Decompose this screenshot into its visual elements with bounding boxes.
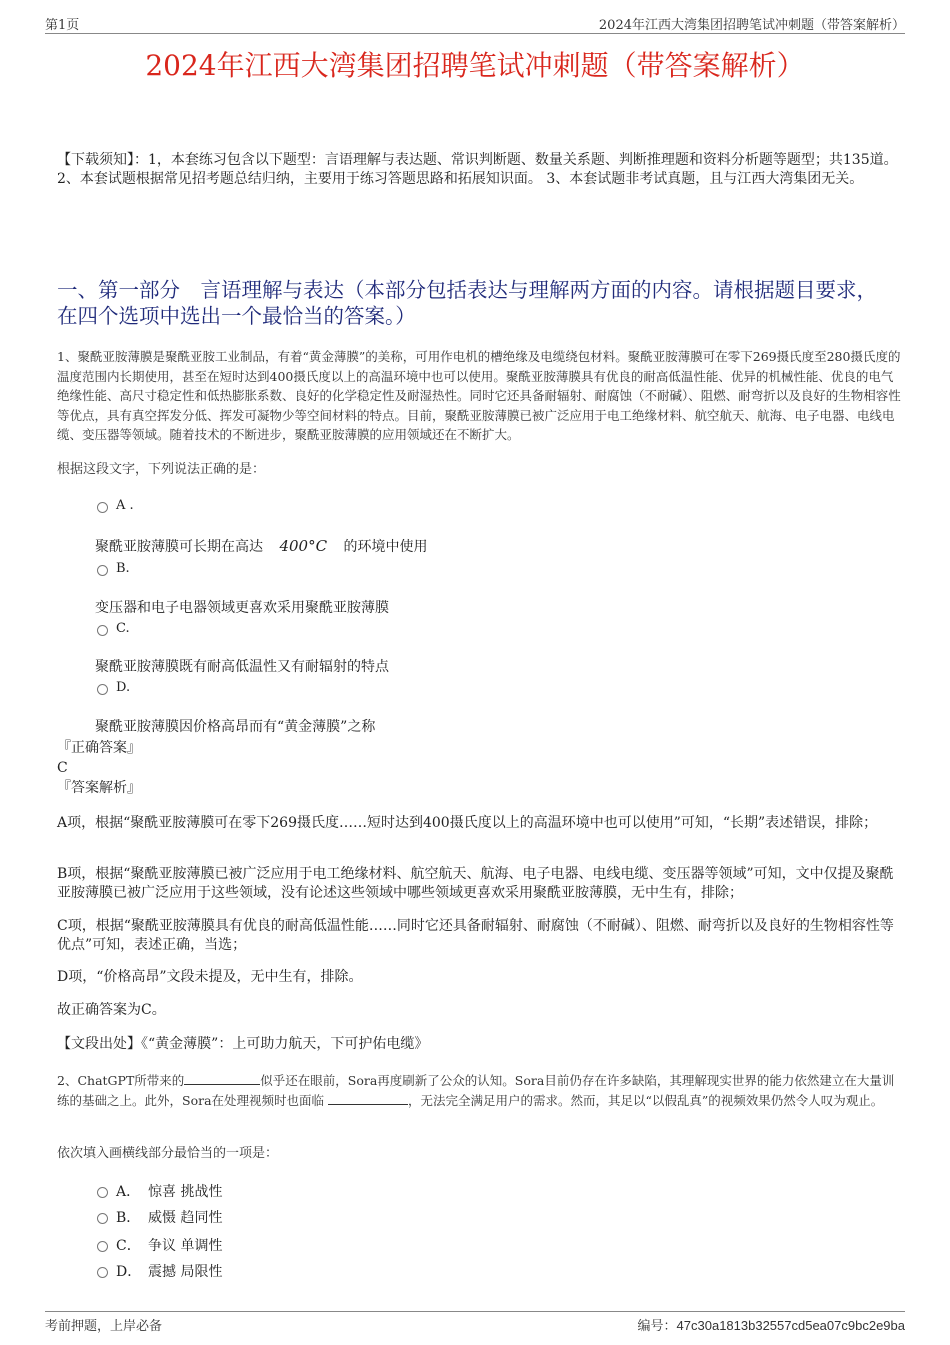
- answer-value: C: [57, 760, 68, 776]
- fill-blank-1[interactable]: [184, 1072, 260, 1085]
- radio-icon[interactable]: [97, 502, 108, 513]
- source-citation: 【文段出处】《“黄金薄膜”：上可助力航天，下可护佑电缆》: [57, 1036, 429, 1052]
- q1-option-d[interactable]: [97, 680, 130, 695]
- option-text: 争议 单调性: [148, 1238, 223, 1254]
- q1-option-b-text: 变压器和电子电器领域更喜欢采用聚酰亚胺薄膜: [95, 600, 389, 616]
- footer-slogan: 考前押题，上岸必备: [45, 1319, 163, 1334]
- option-letter: B.: [116, 561, 130, 576]
- analysis-a: A项，根据“聚酰亚胺薄膜可在零下269摄氏度……短时达到400摄氏度以上的高温环境中也可以使用”可知，“长期”表述错误，排除；: [57, 815, 878, 831]
- q1-option-b[interactable]: [97, 561, 130, 576]
- radio-icon[interactable]: [97, 565, 108, 576]
- option-text: 聚酰亚胺薄膜可长期在高达: [95, 539, 263, 555]
- option-text: 威慑 趋同性: [148, 1210, 223, 1226]
- option-letter: C.: [116, 621, 130, 636]
- download-notice: 【下载须知】：1，本套练习包含以下题型：言语理解与表达题、常识判断题、数量关系题、判断推理题和资料分析题等题型；共135道。 2、本套试题根据常见招考题总结归纳，主要用于练习答题思路和拓展知识面。 3、本套试题非考试真题，且与江西大湾集团无关。: [57, 152, 898, 187]
- section-heading: 一、第一部分 言语理解与表达（本部分包括表达与理解两方面的内容。请根据题目要求，在四个选项中选出一个最恰当的答案。）: [57, 278, 877, 328]
- fill-blank-2[interactable]: [328, 1092, 408, 1105]
- page-number: 第1页: [45, 18, 80, 33]
- q2-option-c[interactable]: [97, 1235, 222, 1255]
- option-text: 震撼 局限性: [148, 1264, 223, 1280]
- analysis-b: B项，根据“聚酰亚胺薄膜已被广泛应用于电工绝缘材料、航空航天、航海、电子电器、电线电缆、变压器等领域”可知，文中仅提及聚酰亚胺薄膜已被广泛应用于这些领域，没有论述这些领域中哪些领域更喜欢采用聚酰亚胺薄膜，无中生有，排除；: [57, 866, 894, 901]
- radio-icon[interactable]: [97, 684, 108, 695]
- q2-stem-text: 2、ChatGPT所带来的: [57, 1073, 185, 1088]
- code-label: 编号：: [637, 1319, 677, 1334]
- answer-label: 『正确答案』: [57, 740, 141, 756]
- q2-option-d[interactable]: [97, 1261, 222, 1281]
- q1-option-c-text: 聚酰亚胺薄膜既有耐高低温性又有耐辐射的特点: [95, 659, 389, 675]
- page-title: 2024年江西大湾集团招聘笔试冲刺题（带答案解析）: [145, 49, 805, 82]
- q1-stem: 1、聚酰亚胺薄膜是聚酰亚胺工业制品，有着“黄金薄膜”的美称，可用作电机的槽绝缘及电缆绕包材料。聚酰亚胺薄膜可在零下269摄氏度至280摄氏度的温度范围内长期使用，甚至在短时达到400摄氏度以上的高温环境中也可以使用。聚酰亚胺薄膜具有优良的耐高低温性能、优异的机械性能、优良的电气绝缘性能、高尺寸稳定性和低热膨胀系数、良好的化学稳定性及耐湿热性。同时它还具备耐辐射、耐腐蚀（不耐碱）、阻燃、耐弯折以及良好的生物相容性等优点，具有真空挥发分低、挥发可凝物少等空间材料的特点。目前，聚酰亚胺薄膜已被广泛应用于电工绝缘材料、航空航天、航海、电子电器、电线电缆、变压器等领域。随着技术的不断进步，聚酰亚胺薄膜的应用领域还在不断扩大。: [57, 349, 901, 442]
- option-letter: B．: [116, 1210, 141, 1226]
- q1-option-d-text: 聚酰亚胺薄膜因价格高昂而有“黄金薄膜”之称: [95, 719, 376, 735]
- math-expression: 400°C: [279, 537, 328, 555]
- q2-prompt: 依次填入画横线部分最恰当的一项是：: [57, 1146, 279, 1161]
- q2-option-b[interactable]: [97, 1207, 222, 1227]
- q1-option-a[interactable]: [97, 498, 134, 513]
- analysis-c: C项，根据“聚酰亚胺薄膜具有优良的耐高低温性能……同时它还具备耐辐射、耐腐蚀（不耐碱）、阻燃、耐弯折以及良好的生物相容性等优点”可知，表述正确，当选；: [57, 918, 894, 953]
- footer-divider: [45, 1311, 905, 1312]
- q2-stem: [57, 1071, 902, 1110]
- option-letter: D.: [116, 680, 131, 695]
- q1-option-c[interactable]: [97, 621, 130, 636]
- radio-icon[interactable]: [97, 1213, 108, 1224]
- q2-stem-text: ，无法完全满足用户的需求。然而，其足以“以假乱真”的视频效果仍然令人叹为观止。: [408, 1092, 884, 1108]
- radio-icon[interactable]: [97, 1241, 108, 1252]
- radio-icon[interactable]: [97, 625, 108, 636]
- option-letter: A．: [116, 1184, 141, 1200]
- q2-stem-text: 似乎还在眼前，Sora再度刷新了公众的认知。Sora目前仍存在许多缺陷，其理解现实世界的能力依然建立在大量训练的基础之上。此外，Sora在处理视频时也面临: [57, 1073, 895, 1108]
- analysis-d: D项，“价格高昂”文段未提及，无中生有，排除。: [57, 969, 363, 985]
- option-text: 的环境中使用: [343, 539, 428, 555]
- analysis-conclusion: 故正确答案为C。: [57, 1002, 166, 1018]
- option-letter: C．: [116, 1238, 141, 1254]
- option-letter: A .: [116, 498, 134, 513]
- option-letter: D．: [116, 1264, 142, 1280]
- q1-prompt: 根据这段文字，下列说法正确的是：: [57, 462, 266, 477]
- analysis-label: 『答案解析』: [57, 780, 141, 796]
- q1-option-a-text: [95, 536, 428, 556]
- radio-icon[interactable]: [97, 1187, 108, 1198]
- code-value: 47c30a1813b32557cd5ea07c9bc2e9ba: [676, 1318, 905, 1333]
- header-doc-title: 2024年江西大湾集团招聘笔试冲刺题（带答案解析）: [598, 18, 905, 33]
- radio-icon[interactable]: [97, 1267, 108, 1278]
- option-text: 惊喜 挑战性: [148, 1184, 223, 1200]
- footer-code: [638, 1315, 905, 1334]
- header-divider: [45, 33, 905, 34]
- q2-option-a[interactable]: [97, 1181, 222, 1201]
